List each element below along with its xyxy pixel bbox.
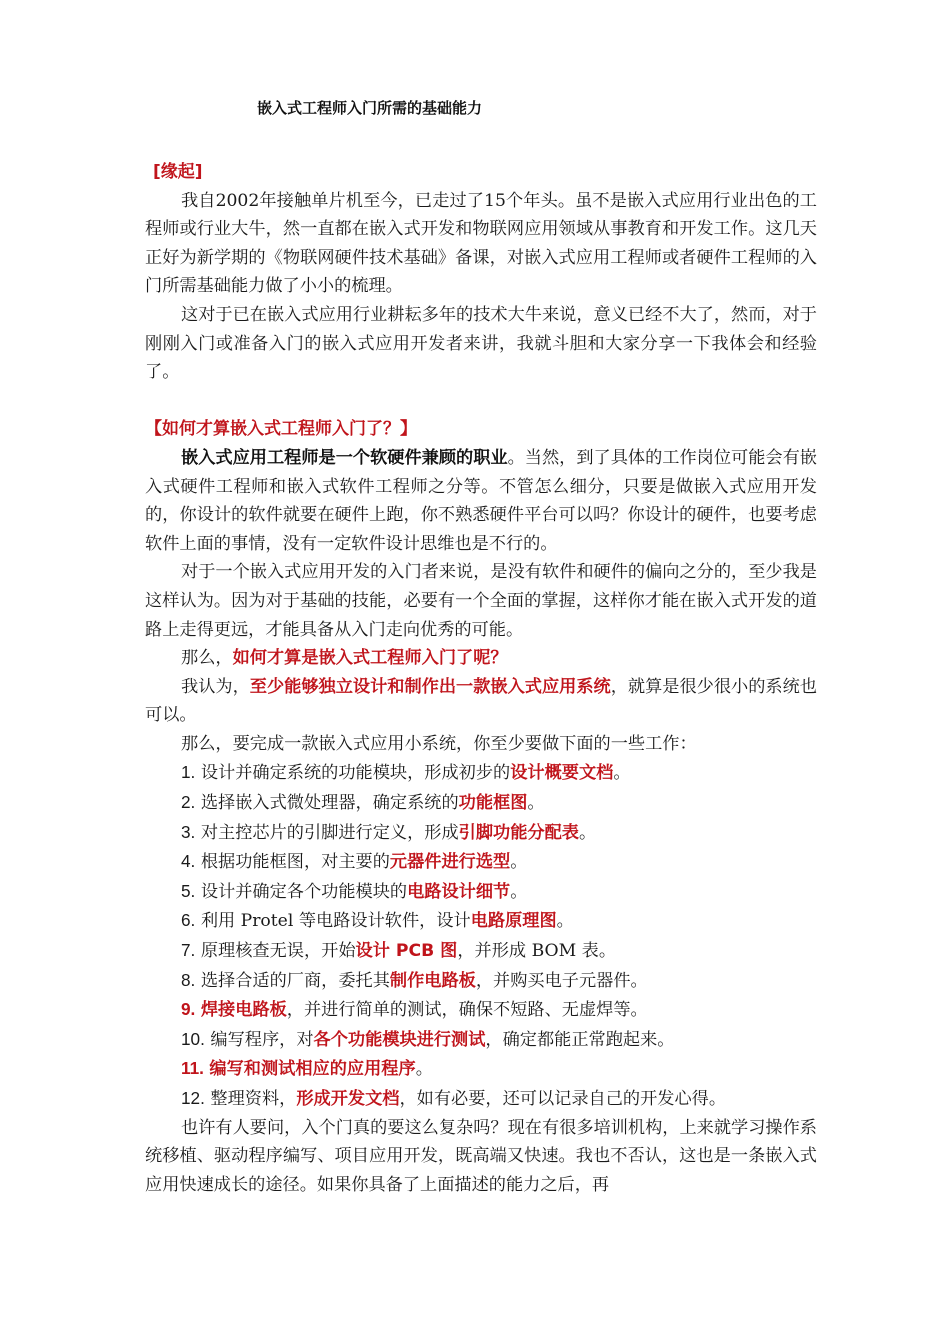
bold-phrase: 嵌入式应用工程师是一个软硬件兼顾的职业 <box>181 447 508 468</box>
section-heading-origin: [缘起] <box>153 162 203 182</box>
text-run: 整理资料， <box>210 1089 297 1109</box>
list-item <box>145 847 817 877</box>
highlight-phrase: 设计概要文档 <box>510 763 614 784</box>
item-number: 7. <box>181 940 196 961</box>
document-body <box>145 158 817 1199</box>
item-number: 12. <box>181 1088 205 1108</box>
item-number: 9. <box>181 999 196 1020</box>
list-item <box>145 818 817 848</box>
highlight-phrase: 焊接电路板 <box>200 1000 287 1021</box>
item-number: 2. <box>181 792 196 813</box>
list-item <box>145 758 817 788</box>
list-item <box>145 1084 817 1114</box>
paragraph: 对于一个嵌入式应用开发的入门者来说，是没有软件和硬件的偏向之分的，至少我是这样认为。因为对于基础的技能，必要有一个全面的掌握，这样你才能在嵌入式开发的道路上走得更远，才能具备从入门走向优秀的可能。 <box>145 562 817 640</box>
item-number: 8. <box>181 969 196 990</box>
list-item <box>145 1025 817 1055</box>
highlight-phrase: 编写和测试相应的应用程序 <box>209 1059 416 1080</box>
text-run: 。 <box>510 852 528 873</box>
list-item <box>145 966 817 996</box>
highlight-phrase: 电路设计细节 <box>407 881 511 902</box>
text-run: 利用 Protel 等电路设计软件，设计 <box>200 911 471 932</box>
highlight-phrase: 各个功能模块进行测试 <box>313 1029 486 1050</box>
list-item <box>145 936 817 966</box>
text-run: ，并进行简单的测试，确保不短路、无虚焊等。 <box>286 1000 648 1021</box>
paragraph <box>145 444 817 558</box>
paragraph <box>145 673 817 730</box>
text-run: 选择嵌入式微处理器，确定系统的 <box>200 793 459 814</box>
spacer <box>145 387 817 416</box>
text-run: 。 <box>527 793 545 814</box>
paragraph: 那么，要完成一款嵌入式应用小系统，你至少要做下面的一些工作： <box>181 733 697 754</box>
document-title: 嵌入式工程师入门所需的基础能力 <box>257 99 483 117</box>
text-run: 选择合适的厂商，委托其 <box>200 970 390 991</box>
paragraph <box>145 644 817 673</box>
text-run: 那么， <box>181 648 233 669</box>
text-run: 设计并确定各个功能模块的 <box>200 881 408 902</box>
text-run: 。 <box>415 1059 433 1080</box>
text-run: ，如有必要，还可以记录自己的开发心得。 <box>399 1089 727 1109</box>
highlight-phrase: 引脚功能分配表 <box>458 822 579 843</box>
item-number: 10. <box>181 1028 205 1049</box>
highlight-phrase: 制作电路板 <box>389 970 476 991</box>
item-number: 11. <box>181 1058 204 1079</box>
text-run: 。 <box>556 911 574 932</box>
item-number: 6. <box>181 910 196 931</box>
highlight-phrase: 如何才算是嵌入式工程师入门了呢？ <box>232 648 508 669</box>
section-heading-entry: 【如何才算嵌入式工程师入门了？】 <box>145 419 417 440</box>
list-item <box>145 788 817 818</box>
highlight-phrase: 功能框图 <box>458 793 528 814</box>
text-run: ，就算是很少很小的系统也可以。 <box>145 676 817 726</box>
text-run: 根据功能框图，对主要的 <box>200 852 390 873</box>
highlight-phrase: 设计 PCB 图 <box>355 941 458 962</box>
text-run: 原理核查无误，开始 <box>200 941 356 962</box>
text-run: 我认为， <box>181 676 250 697</box>
item-number: 5. <box>181 880 196 901</box>
list-item <box>145 1054 817 1084</box>
text-run: 。 <box>578 822 597 843</box>
text-run: ，确定都能正常跑起来。 <box>485 1029 675 1050</box>
text-run: ，并购买电子元器件。 <box>475 970 648 991</box>
paragraph: 这对于已在嵌入式应用行业耕耘多年的技术大牛来说，意义已经不大了，然而，对于刚刚入门或准备入门的嵌入式应用开发者来讲，我就斗胆和大家分享一下我体会和经验了。 <box>145 304 817 383</box>
text-run: 。 <box>613 763 631 784</box>
list-item <box>145 877 817 907</box>
text-run: 编写程序，对 <box>210 1029 314 1050</box>
highlight-phrase: 元器件进行选型 <box>389 852 511 873</box>
item-number: 3. <box>181 821 196 842</box>
text-run: 。当然，到了具体的工作岗位可能会有嵌入式硬件工程师和嵌入式软件工程师之分等。不管怎么细分，只要是做嵌入式应用开发的，你设计的软件就要在硬件上跑，你不熟悉硬件平台可以吗？你设计的硬件，也要考虑软件上面的事情，没有一定软件设计思维也是不行的。 <box>145 447 817 554</box>
list-item <box>145 995 817 1025</box>
highlight-phrase: 至少能够独立设计和制作出一款嵌入式应用系统 <box>249 676 611 697</box>
text-run: ，并形成 BOM 表。 <box>457 941 617 962</box>
item-number: 1. <box>181 762 196 783</box>
paragraph: 我自2002年接触单片机至今，已走过了15个年头。虽不是嵌入式应用行业出色的工程师或行业大牛，然一直都在嵌入式开发和物联网应用领域从事教育和开发工作。这几天正好为新学期的《物联网硬件技术基础》备课，对嵌入式应用工程师或者硬件工程师的入门所需基础能力做了小小的梳理。 <box>145 190 817 297</box>
highlight-phrase: 电路原理图 <box>470 911 557 932</box>
paragraph: 也许有人要问，入个门真的要这么复杂吗？现在有很多培训机构，上来就学习操作系统移植、驱动程序编写、项目应用开发，既高端又快速。我也不否认，这也是一条嵌入式应用快速成长的途径。如果你具备了上面描述的能力之后，再 <box>145 1117 817 1195</box>
text-run: 对主控芯片的引脚进行定义，形成 <box>200 822 459 843</box>
step-list <box>145 758 817 1113</box>
list-item <box>145 906 817 936</box>
highlight-phrase: 形成开发文档 <box>296 1089 400 1109</box>
text-run: 。 <box>510 881 528 902</box>
item-number: 4. <box>181 851 196 872</box>
text-run: 设计并确定系统的功能模块，形成初步的 <box>200 763 511 784</box>
